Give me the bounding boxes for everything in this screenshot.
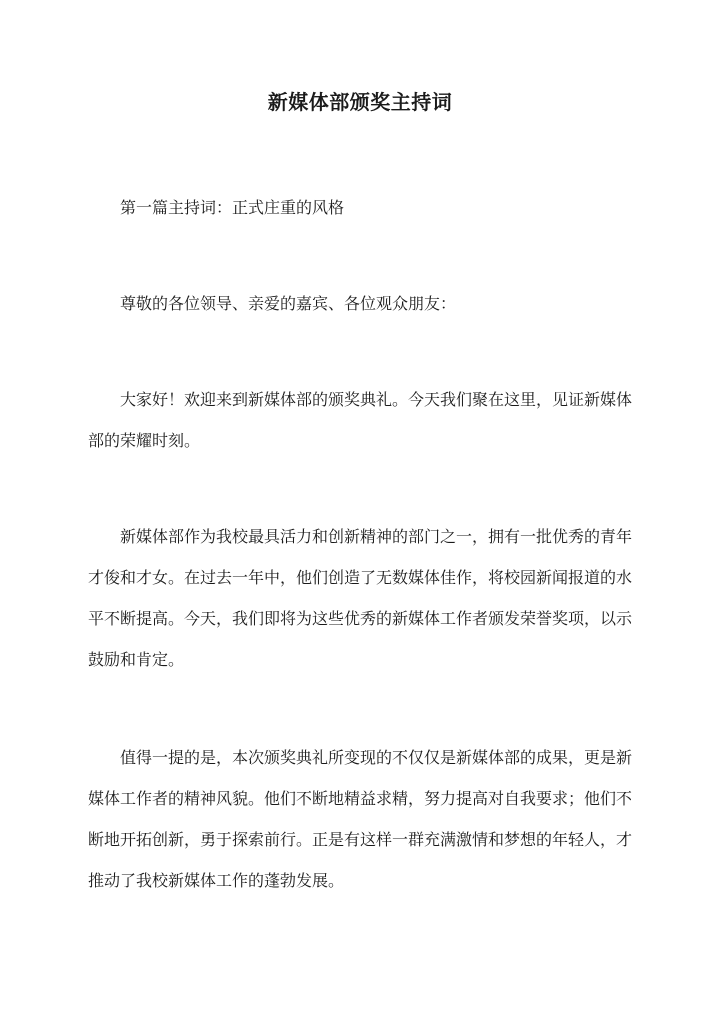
body-paragraph: 值得一提的是，本次颁奖典礼所变现的不仅仅是新媒体部的成果，更是新媒体工作者的精神风貌。他们不断地精益求精，努力提高对自我要求；他们不断地开拓创新，勇于探索前行。正是有这样一群充满激情和梦想的年轻人，才推动了我校新媒体工作的蓬勃发展。 [88, 748, 633, 890]
section-heading: 第一篇主持词：正式庄重的风格 [120, 198, 345, 217]
document-title: 新媒体部颁奖主持词 [267, 90, 453, 114]
greeting-paragraph: 尊敬的各位领导、亲爱的嘉宾、各位观众朋友： [120, 294, 457, 313]
body-paragraph: 新媒体部作为我校最具活力和创新精神的部门之一，拥有一批优秀的青年才俊和才女。在过去一年中，他们创造了无数媒体佳作，将校园新闻报道的水平不断提高。今天，我们即将为这些优秀的新媒体工作者颁发荣誉奖项，以示鼓励和肯定。 [88, 527, 633, 669]
welcome-paragraph: 大家好！欢迎来到新媒体部的颁奖典礼。今天我们聚在这里，见证新媒体部的荣耀时刻。 [88, 390, 633, 450]
